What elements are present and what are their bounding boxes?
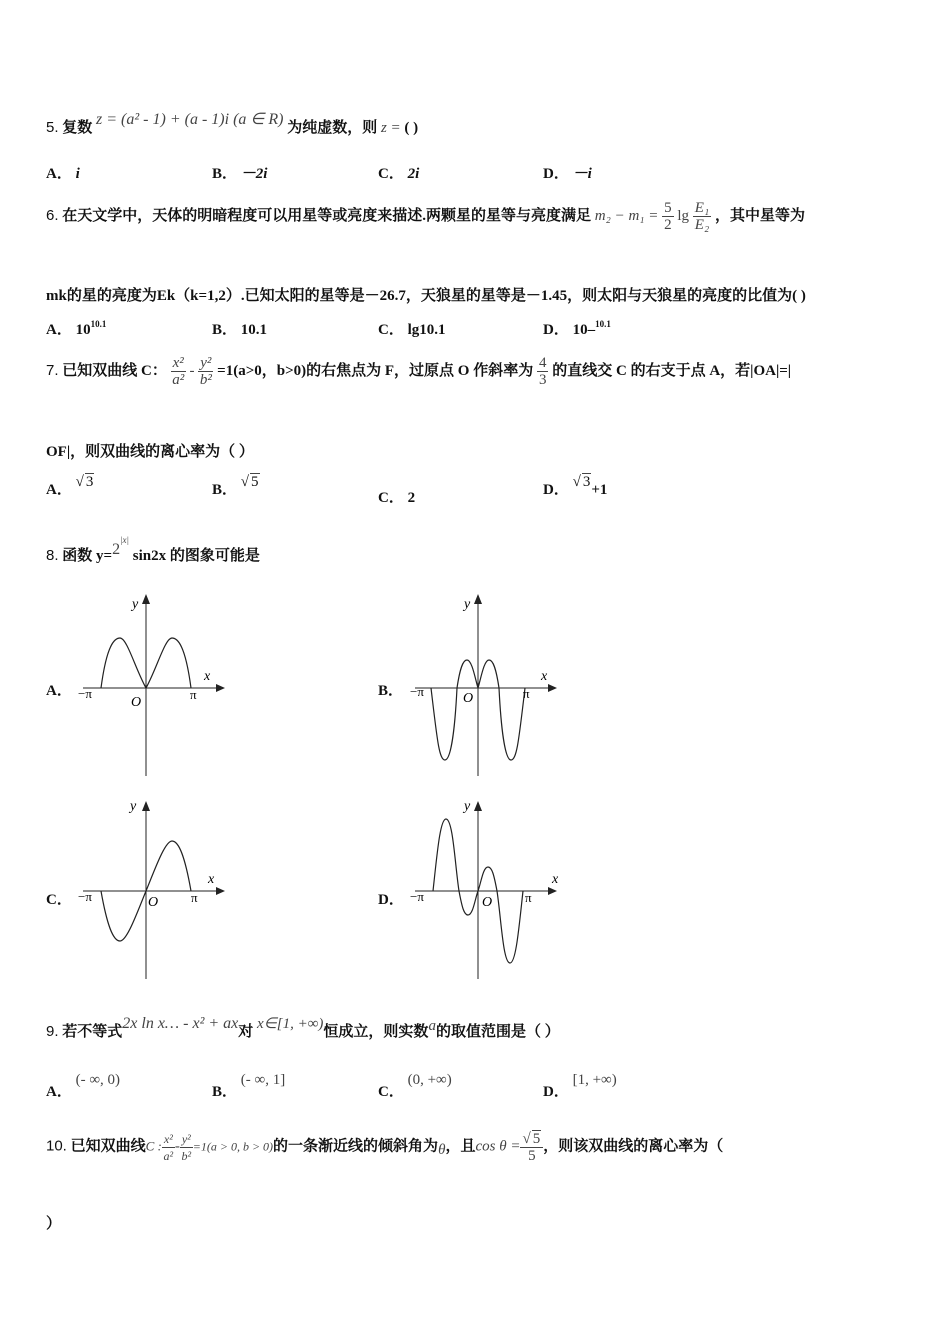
q10-condition: =1(a > 0, b > 0) (192, 1139, 274, 1154)
q7-option-b[interactable]: B． √ 5 (212, 474, 259, 498)
q5-stem-a: 复数 (62, 120, 93, 136)
q8-graph-a[interactable] (75, 588, 235, 778)
q5-number: 5. (46, 119, 59, 136)
origin-label: O (463, 691, 474, 706)
q8-number: 8. (46, 547, 59, 564)
q8-graph-b-label[interactable]: B． (378, 683, 404, 699)
q6-line1-text: 在天文学中，天体的明暗程度可以用星等或亮度来描述.两颗星的星等与亮度满足 (62, 207, 592, 224)
q10-stem-c: ，且 (445, 1138, 476, 1155)
q9-stem (46, 1015, 560, 1041)
q8-graph-c[interactable] (75, 795, 235, 985)
q9-option-c[interactable]: C． (0, +∞) (378, 1072, 452, 1100)
q6-option-c[interactable]: C． lg10.1 (378, 322, 446, 338)
q7-fraction-slope: $\frac{4}{3}$ (538, 355, 547, 388)
q8-graph-a-label[interactable]: A． (46, 683, 72, 699)
q9-stem-b: 对 (238, 1024, 254, 1040)
q8-stem (46, 535, 260, 565)
q9-stem-d: 的取值范围是（ ） (435, 1024, 560, 1040)
q7-number: 7. (46, 361, 59, 379)
q5-option-c[interactable]: C． 2i (378, 166, 420, 182)
q7-line2: OF|，则双曲线的离心率为（ ） (46, 444, 254, 460)
q6-number: 6. (46, 206, 59, 224)
x-axis-label: x (552, 872, 559, 887)
pi-label: π (191, 890, 198, 905)
q6-fraction-5-2: $\frac{5}{2}$ (664, 200, 672, 233)
q10-number: 10. (46, 1137, 67, 1155)
q8-graph-b[interactable] (407, 588, 567, 778)
q9-number: 9. (46, 1023, 59, 1040)
q8-base: 2 (112, 541, 121, 558)
y-axis-label: y (464, 597, 471, 612)
q6-option-b[interactable]: B． 10.1 (212, 322, 268, 338)
pi-label: π (523, 686, 530, 701)
q10-cos-eq: cos θ = (475, 1138, 521, 1155)
q10-stem-d: ，则该双曲线的离心率为（ (543, 1138, 724, 1155)
q9-stem-a: 若不等式 (62, 1024, 123, 1040)
q8-stem-b: sin2x 的图象可能是 (132, 548, 260, 564)
q9-domain: x∈[1, +∞) (257, 1016, 324, 1032)
q6-line1-tail: ，其中星等为 (714, 207, 805, 224)
q7-stem (46, 355, 791, 388)
q9-option-d[interactable]: D． [1, +∞) (543, 1072, 617, 1100)
q10-stem-a: 已知双曲线 (70, 1138, 146, 1155)
q10-c-label: C : (145, 1138, 162, 1154)
q6-line2: mk的星的亮度为Ek（k=1,2）.已知太阳的星等是－26.7，天狼星的星等是－1.45，则太阳与天狼星的亮度的比值为( ) (46, 288, 806, 304)
origin-label: O (148, 895, 159, 910)
origin-label: O (482, 895, 493, 910)
q7-option-a[interactable]: A． √ 3 (46, 474, 94, 498)
q9-stem-c: 恒成立，则实数 (323, 1024, 429, 1040)
q7-minus: - (189, 362, 195, 379)
q10-minus: - (174, 1138, 180, 1155)
q5-stem-b: 为纯虚数，则 (287, 120, 378, 136)
x-axis-label: x (204, 669, 211, 684)
q10-stem (46, 1130, 723, 1164)
q7-fraction-x2-a2: $\frac{\text{x²}}{\text{a²}}$ (172, 355, 185, 388)
q6-option-a[interactable]: A． $10^{10.1}$ (46, 319, 107, 338)
q5-formula: z = (a² - 1) + (a - 1)i (a ∈ R) (96, 111, 284, 128)
q10-fraction-y2-b2: $\frac{\text{y²}}{\text{b²}}$ (181, 1131, 192, 1163)
q6-fraction-e: $\frac{\text{E₁}}{\text{E₂}}$ (694, 200, 710, 233)
neg-pi-label: −π (410, 684, 424, 699)
x-axis-label: x (541, 669, 548, 684)
q5-z-eq: z = (380, 120, 401, 136)
q6-stem (46, 200, 805, 233)
q9-a: a (428, 1018, 436, 1034)
q7-stem-b: =1(a>0，b>0)的右焦点为 F，过原点 O 作斜率为 (217, 362, 534, 379)
q5-option-a[interactable]: A． i (46, 166, 80, 182)
q6-lg: lg (677, 207, 690, 224)
neg-pi-label: −π (410, 889, 424, 904)
q6-formula-left: m₂ − m₁ = (594, 207, 659, 224)
q7-fraction-y2-b2: $\frac{\text{y²}}{\text{b²}}$ (199, 355, 212, 388)
q10-stem-b: 的一条渐近线的倾斜角为 (273, 1138, 439, 1155)
q7-stem-c: 的直线交 C 的右支于点 A，若|OA|=| (552, 362, 792, 379)
q8-graph-c-label[interactable]: C． (46, 892, 72, 908)
q9-option-a[interactable]: A． (- ∞, 0) (46, 1072, 121, 1100)
pi-label: π (190, 687, 197, 702)
y-axis-label: y (130, 799, 137, 814)
neg-pi-label: −π (78, 686, 92, 701)
q5-option-b[interactable]: B． －2i (212, 166, 268, 182)
q8-stem-a: 函数 y= (62, 548, 113, 564)
q8-exponent: |x| (120, 535, 130, 545)
q7-stem-a: 已知双曲线 C： (62, 362, 167, 379)
origin-label: O (131, 695, 142, 710)
q9-inequality: 2x ln x… - x² + ax (122, 1015, 239, 1032)
q8-graph-d-label[interactable]: D． (378, 892, 404, 908)
q10-fraction-x2-a2: $\frac{\text{x²}}{\text{a²}}$ (163, 1131, 174, 1163)
q5-option-d[interactable]: D． －i (543, 166, 592, 182)
y-axis-label: y (464, 799, 471, 814)
pi-label: π (525, 890, 532, 905)
q10-cos-fraction: $\frac{√ 5}{5}$ (520, 1130, 543, 1164)
q9-option-b[interactable]: B． (- ∞, 1] (212, 1072, 286, 1100)
q8-graph-d[interactable] (407, 795, 567, 985)
q5-stem (46, 111, 419, 137)
q10-theta: θ (438, 1142, 446, 1159)
q7-option-c[interactable]: C． 2 (378, 490, 416, 506)
q6-option-d[interactable]: D． 10–$^{10.1}$ (543, 319, 611, 338)
x-axis-label: x (208, 872, 215, 887)
y-axis-label: y (132, 597, 139, 612)
neg-pi-label: −π (78, 889, 92, 904)
q5-paren: ( ) (404, 120, 419, 136)
q7-option-d[interactable]: D． √ 3+1 (543, 474, 608, 498)
q10-line2: ） (46, 1216, 62, 1232)
